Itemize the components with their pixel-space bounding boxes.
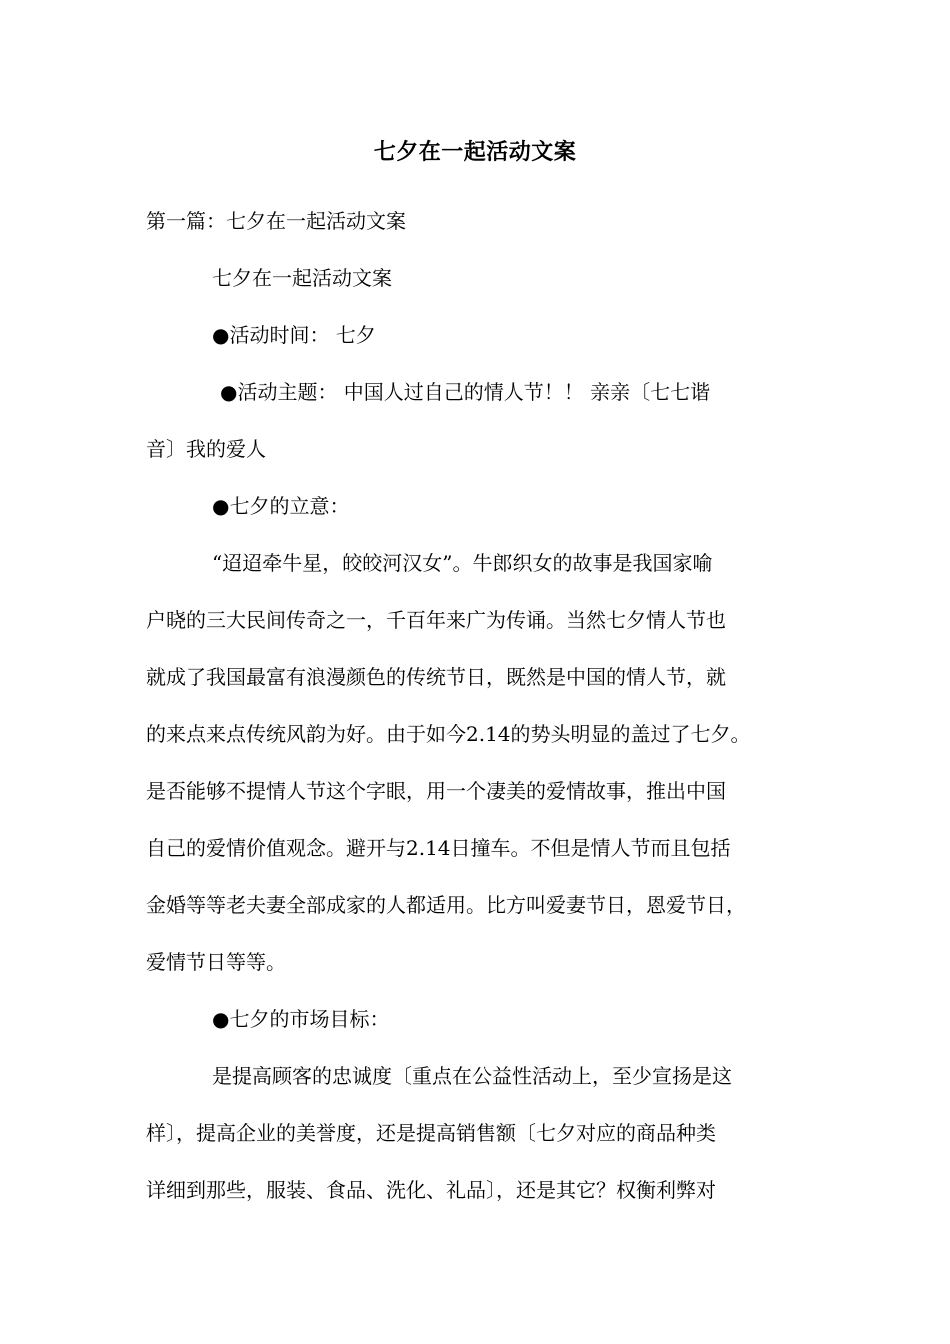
- paragraph-line: ●活动主题： 中国人过自己的情人节！！ 亲亲〔七七谐: [220, 380, 711, 404]
- paragraph-line: ●活动时间： 七夕: [212, 323, 376, 347]
- paragraph-line: 音〕我的爱人: [146, 437, 266, 461]
- paragraph-line: ●七夕的立意：: [212, 494, 350, 518]
- paragraph-line: 金婚等等老夫妻全部成家的人都适用。比方叫爱妻节日，恩爱节日，: [146, 893, 746, 917]
- paragraph-line: 自己的爱情价值观念。避开与2.14日撞车。不但是情人节而且包括: [146, 836, 731, 860]
- paragraph-line: 七夕在一起活动文案: [212, 266, 392, 290]
- paragraph-line: 样〕，提高企业的美誉度，还是提高销售额〔七夕对应的商品种类: [146, 1121, 716, 1145]
- paragraph-line: 户晓的三大民间传奇之一，千百年来广为传诵。当然七夕情人节也: [146, 608, 726, 632]
- paragraph-line: ●七夕的市场目标：: [212, 1007, 390, 1031]
- paragraph-line: 详细到那些，服装、食品、洗化、礼品〕，还是其它？权衡利弊对: [146, 1178, 716, 1202]
- paragraph-line: “迢迢牵牛星，皎皎河汉女”。牛郎织女的故事是我国家喻: [212, 551, 713, 575]
- paragraph-line: 爱情节日等等。: [146, 950, 286, 974]
- paragraph-line: 是提高顾客的忠诚度〔重点在公益性活动上，至少宣扬是这: [212, 1064, 732, 1088]
- paragraph-line: 就成了我国最富有浪漫颜色的传统节日，既然是中国的情人节，就: [146, 665, 726, 689]
- paragraph-line: 的来点来点传统风韵为好。由于如今2.14的势头明显的盖过了七夕。: [146, 722, 751, 746]
- document-title: 七夕在一起活动文案: [373, 139, 577, 165]
- section-heading: 第一篇：七夕在一起活动文案: [146, 209, 406, 233]
- paragraph-line: 是否能够不提情人节这个字眼，用一个凄美的爱情故事，推出中国: [146, 779, 726, 803]
